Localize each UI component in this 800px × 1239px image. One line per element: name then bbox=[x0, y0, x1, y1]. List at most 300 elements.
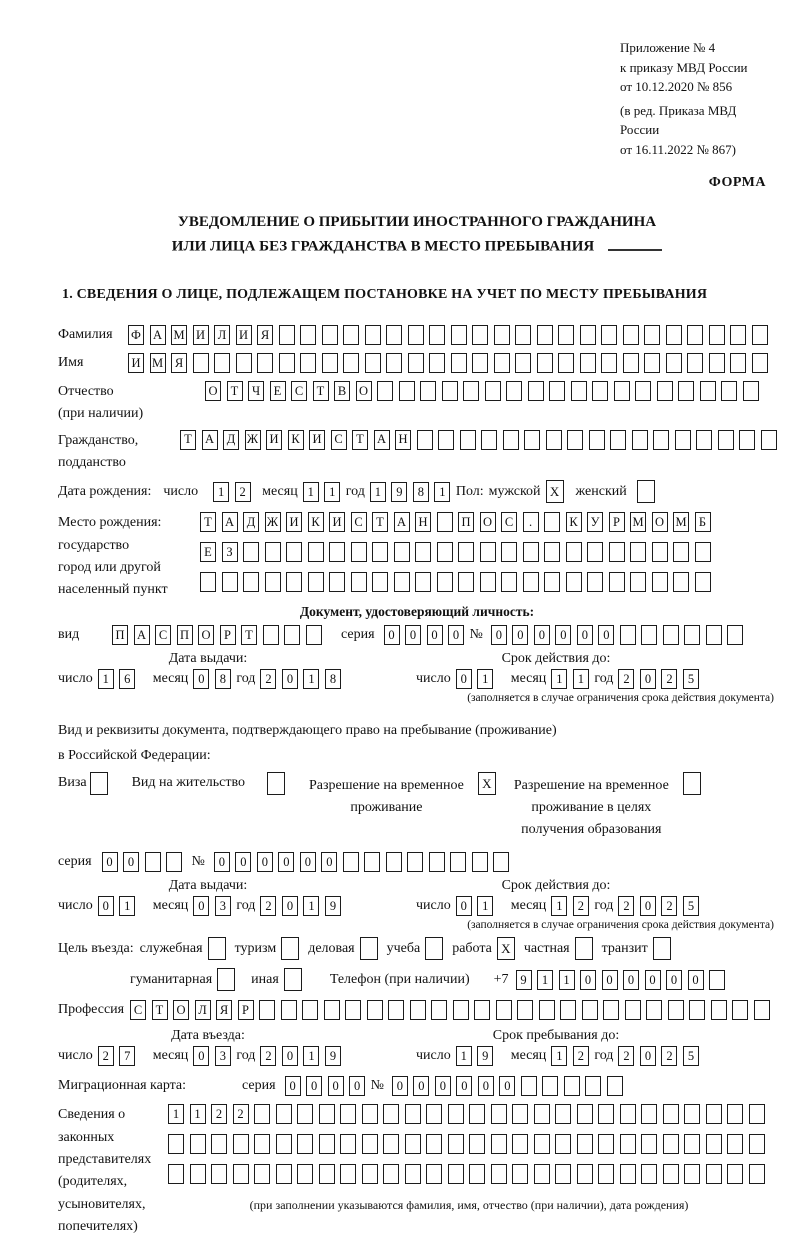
character-cell[interactable] bbox=[491, 1164, 507, 1184]
character-cell[interactable] bbox=[343, 353, 359, 373]
character-cell[interactable] bbox=[472, 325, 488, 345]
citizenship-input[interactable] bbox=[180, 430, 782, 450]
entry-month-input[interactable] bbox=[193, 1046, 236, 1066]
character-cell[interactable] bbox=[709, 325, 725, 345]
character-cell[interactable] bbox=[426, 1134, 442, 1154]
character-cell[interactable]: Т bbox=[313, 381, 329, 401]
character-cell[interactable]: 0 bbox=[456, 669, 472, 689]
character-cell[interactable] bbox=[426, 1164, 442, 1184]
character-cell[interactable] bbox=[609, 572, 625, 592]
character-cell[interactable] bbox=[451, 325, 467, 345]
character-cell[interactable]: А bbox=[202, 430, 218, 450]
character-cell[interactable] bbox=[537, 353, 553, 373]
character-cell[interactable]: Д bbox=[223, 430, 239, 450]
character-cell[interactable] bbox=[711, 1000, 727, 1020]
character-cell[interactable] bbox=[589, 430, 605, 450]
character-cell[interactable] bbox=[426, 1104, 442, 1124]
character-cell[interactable]: Д bbox=[243, 512, 259, 532]
character-cell[interactable] bbox=[494, 325, 510, 345]
character-cell[interactable] bbox=[630, 572, 646, 592]
character-cell[interactable]: 0 bbox=[427, 625, 443, 645]
character-cell[interactable]: 2 bbox=[573, 896, 589, 916]
character-cell[interactable] bbox=[609, 542, 625, 562]
character-cell[interactable] bbox=[306, 625, 322, 645]
character-cell[interactable]: М bbox=[150, 353, 166, 373]
character-cell[interactable] bbox=[263, 625, 279, 645]
character-cell[interactable]: 2 bbox=[661, 669, 677, 689]
character-cell[interactable] bbox=[663, 1164, 679, 1184]
character-cell[interactable] bbox=[351, 572, 367, 592]
character-cell[interactable] bbox=[706, 1164, 722, 1184]
character-cell[interactable]: П bbox=[458, 512, 474, 532]
character-cell[interactable] bbox=[644, 353, 660, 373]
character-cell[interactable] bbox=[598, 1164, 614, 1184]
character-cell[interactable]: 1 bbox=[537, 970, 553, 990]
character-cell[interactable] bbox=[437, 572, 453, 592]
character-cell[interactable]: 1 bbox=[477, 896, 493, 916]
character-cell[interactable]: 0 bbox=[123, 852, 139, 872]
character-cell[interactable] bbox=[193, 353, 209, 373]
character-cell[interactable] bbox=[442, 381, 458, 401]
character-cell[interactable] bbox=[607, 1076, 623, 1096]
character-cell[interactable] bbox=[709, 970, 725, 990]
character-cell[interactable] bbox=[243, 572, 259, 592]
character-cell[interactable] bbox=[512, 1104, 528, 1124]
stay-month-input[interactable] bbox=[551, 1046, 594, 1066]
character-cell[interactable]: П bbox=[177, 625, 193, 645]
character-cell[interactable]: И bbox=[193, 325, 209, 345]
character-cell[interactable] bbox=[211, 1164, 227, 1184]
character-cell[interactable] bbox=[345, 1000, 361, 1020]
character-cell[interactable]: Ч bbox=[248, 381, 264, 401]
character-cell[interactable] bbox=[501, 572, 517, 592]
character-cell[interactable] bbox=[623, 353, 639, 373]
character-cell[interactable] bbox=[512, 1164, 528, 1184]
character-cell[interactable] bbox=[319, 1164, 335, 1184]
character-cell[interactable]: Ж bbox=[265, 512, 281, 532]
character-cell[interactable]: Н bbox=[395, 430, 411, 450]
purpose-other-checkbox[interactable] bbox=[284, 968, 302, 991]
character-cell[interactable] bbox=[706, 1134, 722, 1154]
character-cell[interactable] bbox=[243, 542, 259, 562]
character-cell[interactable]: Т bbox=[200, 512, 216, 532]
migration-series-input[interactable] bbox=[285, 1076, 371, 1096]
character-cell[interactable]: 0 bbox=[282, 669, 298, 689]
character-cell[interactable] bbox=[641, 625, 657, 645]
character-cell[interactable]: 0 bbox=[645, 970, 661, 990]
character-cell[interactable] bbox=[727, 1164, 743, 1184]
doc-issue-year-input[interactable] bbox=[260, 669, 346, 689]
character-cell[interactable] bbox=[451, 353, 467, 373]
character-cell[interactable] bbox=[211, 1134, 227, 1154]
birth-year-input[interactable] bbox=[370, 482, 456, 502]
character-cell[interactable]: Я bbox=[216, 1000, 232, 1020]
character-cell[interactable] bbox=[429, 325, 445, 345]
character-cell[interactable] bbox=[727, 1104, 743, 1124]
character-cell[interactable] bbox=[284, 625, 300, 645]
character-cell[interactable]: Т bbox=[372, 512, 388, 532]
character-cell[interactable] bbox=[739, 430, 755, 450]
character-cell[interactable]: А bbox=[394, 512, 410, 532]
character-cell[interactable]: 0 bbox=[580, 970, 596, 990]
character-cell[interactable] bbox=[297, 1134, 313, 1154]
character-cell[interactable]: 9 bbox=[516, 970, 532, 990]
purpose-work-checkbox[interactable]: X bbox=[497, 937, 515, 960]
character-cell[interactable] bbox=[555, 1164, 571, 1184]
character-cell[interactable] bbox=[752, 325, 768, 345]
character-cell[interactable] bbox=[689, 1000, 705, 1020]
stay-year-input[interactable] bbox=[618, 1046, 704, 1066]
character-cell[interactable] bbox=[214, 353, 230, 373]
character-cell[interactable] bbox=[620, 1164, 636, 1184]
character-cell[interactable] bbox=[300, 353, 316, 373]
character-cell[interactable]: 5 bbox=[683, 896, 699, 916]
character-cell[interactable] bbox=[666, 325, 682, 345]
character-cell[interactable] bbox=[460, 430, 476, 450]
character-cell[interactable]: 3 bbox=[215, 896, 231, 916]
character-cell[interactable] bbox=[730, 325, 746, 345]
character-cell[interactable] bbox=[190, 1164, 206, 1184]
legal-rep-line1-input[interactable] bbox=[168, 1104, 770, 1124]
character-cell[interactable]: О bbox=[173, 1000, 189, 1020]
character-cell[interactable] bbox=[386, 852, 402, 872]
character-cell[interactable]: К bbox=[308, 512, 324, 532]
character-cell[interactable] bbox=[254, 1104, 270, 1124]
purpose-humanitarian-checkbox[interactable] bbox=[217, 968, 235, 991]
character-cell[interactable]: Я bbox=[171, 353, 187, 373]
character-cell[interactable]: О bbox=[480, 512, 496, 532]
character-cell[interactable] bbox=[408, 325, 424, 345]
character-cell[interactable] bbox=[501, 542, 517, 562]
character-cell[interactable]: 1 bbox=[168, 1104, 184, 1124]
character-cell[interactable]: 0 bbox=[282, 1046, 298, 1066]
character-cell[interactable] bbox=[641, 1134, 657, 1154]
character-cell[interactable] bbox=[276, 1134, 292, 1154]
character-cell[interactable] bbox=[386, 325, 402, 345]
sex-female-checkbox[interactable] bbox=[637, 480, 655, 503]
character-cell[interactable] bbox=[517, 1000, 533, 1020]
character-cell[interactable] bbox=[544, 512, 560, 532]
character-cell[interactable]: О bbox=[205, 381, 221, 401]
character-cell[interactable] bbox=[544, 572, 560, 592]
character-cell[interactable]: Я bbox=[257, 325, 273, 345]
character-cell[interactable]: Е bbox=[200, 542, 216, 562]
stay-day-input[interactable] bbox=[456, 1046, 499, 1066]
character-cell[interactable] bbox=[646, 1000, 662, 1020]
character-cell[interactable] bbox=[405, 1134, 421, 1154]
character-cell[interactable] bbox=[469, 1164, 485, 1184]
character-cell[interactable] bbox=[695, 542, 711, 562]
character-cell[interactable]: 0 bbox=[666, 970, 682, 990]
character-cell[interactable]: 0 bbox=[478, 1076, 494, 1096]
character-cell[interactable] bbox=[749, 1104, 765, 1124]
character-cell[interactable] bbox=[472, 852, 488, 872]
character-cell[interactable]: 2 bbox=[573, 1046, 589, 1066]
character-cell[interactable]: 2 bbox=[260, 1046, 276, 1066]
character-cell[interactable] bbox=[145, 852, 161, 872]
character-cell[interactable] bbox=[603, 1000, 619, 1020]
character-cell[interactable]: Н bbox=[415, 512, 431, 532]
residence-permit-checkbox[interactable] bbox=[267, 772, 285, 795]
character-cell[interactable]: 8 bbox=[215, 669, 231, 689]
doc-kind-input[interactable] bbox=[112, 625, 327, 645]
character-cell[interactable]: 9 bbox=[325, 1046, 341, 1066]
character-cell[interactable] bbox=[364, 852, 380, 872]
character-cell[interactable] bbox=[623, 325, 639, 345]
character-cell[interactable]: 0 bbox=[300, 852, 316, 872]
character-cell[interactable] bbox=[463, 381, 479, 401]
character-cell[interactable] bbox=[394, 572, 410, 592]
character-cell[interactable] bbox=[300, 325, 316, 345]
character-cell[interactable] bbox=[410, 1000, 426, 1020]
birth-day-input[interactable] bbox=[213, 482, 256, 502]
character-cell[interactable] bbox=[362, 1104, 378, 1124]
character-cell[interactable] bbox=[730, 353, 746, 373]
character-cell[interactable] bbox=[684, 1164, 700, 1184]
character-cell[interactable] bbox=[222, 572, 238, 592]
character-cell[interactable]: 9 bbox=[391, 482, 407, 502]
character-cell[interactable] bbox=[752, 353, 768, 373]
sex-male-checkbox[interactable]: X bbox=[546, 480, 564, 503]
character-cell[interactable]: 0 bbox=[640, 1046, 656, 1066]
birth-place-line2-input[interactable] bbox=[200, 542, 716, 562]
character-cell[interactable] bbox=[276, 1104, 292, 1124]
character-cell[interactable]: М bbox=[171, 325, 187, 345]
character-cell[interactable]: 1 bbox=[551, 1046, 567, 1066]
character-cell[interactable]: 0 bbox=[193, 669, 209, 689]
character-cell[interactable]: Т bbox=[352, 430, 368, 450]
character-cell[interactable]: 0 bbox=[282, 896, 298, 916]
character-cell[interactable]: Т bbox=[152, 1000, 168, 1020]
character-cell[interactable] bbox=[620, 625, 636, 645]
character-cell[interactable] bbox=[512, 1134, 528, 1154]
character-cell[interactable] bbox=[394, 542, 410, 562]
character-cell[interactable] bbox=[286, 542, 302, 562]
character-cell[interactable] bbox=[491, 1104, 507, 1124]
character-cell[interactable] bbox=[367, 1000, 383, 1020]
character-cell[interactable]: Л bbox=[214, 325, 230, 345]
residence-expiry-month-input[interactable] bbox=[551, 896, 594, 916]
residence-issue-month-input[interactable] bbox=[193, 896, 236, 916]
character-cell[interactable]: 0 bbox=[278, 852, 294, 872]
character-cell[interactable]: 0 bbox=[435, 1076, 451, 1096]
character-cell[interactable] bbox=[663, 1134, 679, 1154]
migration-number-input[interactable] bbox=[392, 1076, 629, 1096]
character-cell[interactable] bbox=[458, 572, 474, 592]
phone-input[interactable] bbox=[516, 970, 731, 990]
character-cell[interactable] bbox=[329, 572, 345, 592]
character-cell[interactable] bbox=[534, 1134, 550, 1154]
character-cell[interactable]: 1 bbox=[559, 970, 575, 990]
character-cell[interactable]: 0 bbox=[98, 896, 114, 916]
visa-checkbox[interactable] bbox=[90, 772, 108, 795]
character-cell[interactable]: 5 bbox=[683, 1046, 699, 1066]
character-cell[interactable]: Б bbox=[695, 512, 711, 532]
character-cell[interactable] bbox=[308, 572, 324, 592]
character-cell[interactable] bbox=[666, 353, 682, 373]
character-cell[interactable]: С bbox=[291, 381, 307, 401]
character-cell[interactable] bbox=[190, 1134, 206, 1154]
character-cell[interactable] bbox=[472, 353, 488, 373]
character-cell[interactable] bbox=[503, 430, 519, 450]
character-cell[interactable] bbox=[673, 542, 689, 562]
character-cell[interactable] bbox=[560, 1000, 576, 1020]
character-cell[interactable] bbox=[580, 353, 596, 373]
character-cell[interactable] bbox=[308, 542, 324, 562]
character-cell[interactable] bbox=[721, 381, 737, 401]
character-cell[interactable]: С bbox=[501, 512, 517, 532]
character-cell[interactable] bbox=[450, 852, 466, 872]
character-cell[interactable]: 0 bbox=[235, 852, 251, 872]
character-cell[interactable] bbox=[493, 852, 509, 872]
character-cell[interactable] bbox=[168, 1134, 184, 1154]
character-cell[interactable] bbox=[684, 1104, 700, 1124]
character-cell[interactable] bbox=[329, 542, 345, 562]
character-cell[interactable] bbox=[480, 572, 496, 592]
character-cell[interactable]: 8 bbox=[325, 669, 341, 689]
character-cell[interactable] bbox=[706, 625, 722, 645]
character-cell[interactable] bbox=[286, 572, 302, 592]
character-cell[interactable]: О bbox=[356, 381, 372, 401]
character-cell[interactable] bbox=[302, 1000, 318, 1020]
character-cell[interactable] bbox=[632, 430, 648, 450]
character-cell[interactable]: 0 bbox=[499, 1076, 515, 1096]
character-cell[interactable] bbox=[663, 1104, 679, 1124]
character-cell[interactable] bbox=[408, 353, 424, 373]
character-cell[interactable]: В bbox=[334, 381, 350, 401]
character-cell[interactable] bbox=[580, 325, 596, 345]
character-cell[interactable]: О bbox=[198, 625, 214, 645]
character-cell[interactable]: 1 bbox=[303, 1046, 319, 1066]
character-cell[interactable]: К bbox=[288, 430, 304, 450]
character-cell[interactable] bbox=[614, 381, 630, 401]
character-cell[interactable] bbox=[635, 381, 651, 401]
character-cell[interactable] bbox=[687, 353, 703, 373]
character-cell[interactable] bbox=[279, 325, 295, 345]
character-cell[interactable]: Р bbox=[238, 1000, 254, 1020]
character-cell[interactable]: Т bbox=[180, 430, 196, 450]
character-cell[interactable]: С bbox=[155, 625, 171, 645]
character-cell[interactable] bbox=[675, 430, 691, 450]
character-cell[interactable]: 1 bbox=[324, 482, 340, 502]
character-cell[interactable] bbox=[297, 1104, 313, 1124]
surname-input[interactable] bbox=[128, 325, 773, 345]
character-cell[interactable] bbox=[587, 572, 603, 592]
character-cell[interactable]: Т bbox=[241, 625, 257, 645]
character-cell[interactable] bbox=[485, 381, 501, 401]
character-cell[interactable]: 2 bbox=[618, 669, 634, 689]
character-cell[interactable]: 8 bbox=[413, 482, 429, 502]
character-cell[interactable] bbox=[322, 353, 338, 373]
character-cell[interactable] bbox=[322, 325, 338, 345]
character-cell[interactable] bbox=[696, 430, 712, 450]
character-cell[interactable]: 1 bbox=[303, 669, 319, 689]
character-cell[interactable] bbox=[585, 1076, 601, 1096]
character-cell[interactable]: 0 bbox=[306, 1076, 322, 1096]
character-cell[interactable] bbox=[577, 1164, 593, 1184]
character-cell[interactable]: 0 bbox=[456, 1076, 472, 1096]
character-cell[interactable]: 1 bbox=[456, 1046, 472, 1066]
purpose-transit-checkbox[interactable] bbox=[653, 937, 671, 960]
character-cell[interactable] bbox=[749, 1164, 765, 1184]
character-cell[interactable]: 1 bbox=[477, 669, 493, 689]
character-cell[interactable] bbox=[496, 1000, 512, 1020]
character-cell[interactable] bbox=[528, 381, 544, 401]
character-cell[interactable] bbox=[652, 542, 668, 562]
character-cell[interactable] bbox=[684, 1134, 700, 1154]
character-cell[interactable] bbox=[761, 430, 777, 450]
character-cell[interactable] bbox=[587, 542, 603, 562]
character-cell[interactable] bbox=[542, 1076, 558, 1096]
character-cell[interactable] bbox=[673, 572, 689, 592]
edu-permit-checkbox[interactable] bbox=[683, 772, 701, 795]
character-cell[interactable] bbox=[429, 353, 445, 373]
character-cell[interactable] bbox=[657, 381, 673, 401]
character-cell[interactable] bbox=[641, 1104, 657, 1124]
doc-issue-month-input[interactable] bbox=[193, 669, 236, 689]
character-cell[interactable] bbox=[448, 1134, 464, 1154]
character-cell[interactable] bbox=[577, 1104, 593, 1124]
character-cell[interactable]: 0 bbox=[413, 1076, 429, 1096]
character-cell[interactable] bbox=[625, 1000, 641, 1020]
doc-series-input[interactable] bbox=[384, 625, 470, 645]
character-cell[interactable]: 0 bbox=[491, 625, 507, 645]
character-cell[interactable] bbox=[653, 430, 669, 450]
doc-expiry-month-input[interactable] bbox=[551, 669, 594, 689]
character-cell[interactable] bbox=[652, 572, 668, 592]
character-cell[interactable]: А bbox=[222, 512, 238, 532]
character-cell[interactable]: 0 bbox=[285, 1076, 301, 1096]
character-cell[interactable] bbox=[571, 381, 587, 401]
character-cell[interactable]: 2 bbox=[618, 1046, 634, 1066]
character-cell[interactable]: 0 bbox=[328, 1076, 344, 1096]
character-cell[interactable]: 0 bbox=[405, 625, 421, 645]
character-cell[interactable]: Л bbox=[195, 1000, 211, 1020]
purpose-business-checkbox[interactable] bbox=[360, 937, 378, 960]
character-cell[interactable] bbox=[668, 1000, 684, 1020]
character-cell[interactable]: С bbox=[351, 512, 367, 532]
character-cell[interactable] bbox=[259, 1000, 275, 1020]
character-cell[interactable] bbox=[481, 430, 497, 450]
character-cell[interactable] bbox=[534, 1104, 550, 1124]
character-cell[interactable] bbox=[257, 353, 273, 373]
character-cell[interactable] bbox=[706, 1104, 722, 1124]
character-cell[interactable] bbox=[281, 1000, 297, 1020]
character-cell[interactable] bbox=[417, 430, 433, 450]
residence-issue-year-input[interactable] bbox=[260, 896, 346, 916]
character-cell[interactable]: Р bbox=[220, 625, 236, 645]
doc-expiry-day-input[interactable] bbox=[456, 669, 499, 689]
character-cell[interactable] bbox=[405, 1104, 421, 1124]
character-cell[interactable] bbox=[429, 852, 445, 872]
character-cell[interactable] bbox=[558, 353, 574, 373]
birth-place-line1-input[interactable] bbox=[200, 512, 716, 532]
character-cell[interactable]: Ж bbox=[245, 430, 261, 450]
character-cell[interactable]: 0 bbox=[257, 852, 273, 872]
character-cell[interactable]: И bbox=[309, 430, 325, 450]
entry-year-input[interactable] bbox=[260, 1046, 346, 1066]
character-cell[interactable] bbox=[200, 572, 216, 592]
residence-series-input[interactable] bbox=[102, 852, 188, 872]
character-cell[interactable]: Е bbox=[270, 381, 286, 401]
character-cell[interactable] bbox=[534, 1164, 550, 1184]
character-cell[interactable]: У bbox=[587, 512, 603, 532]
character-cell[interactable] bbox=[567, 430, 583, 450]
character-cell[interactable] bbox=[549, 381, 565, 401]
character-cell[interactable]: 0 bbox=[598, 625, 614, 645]
character-cell[interactable] bbox=[630, 542, 646, 562]
character-cell[interactable] bbox=[620, 1134, 636, 1154]
